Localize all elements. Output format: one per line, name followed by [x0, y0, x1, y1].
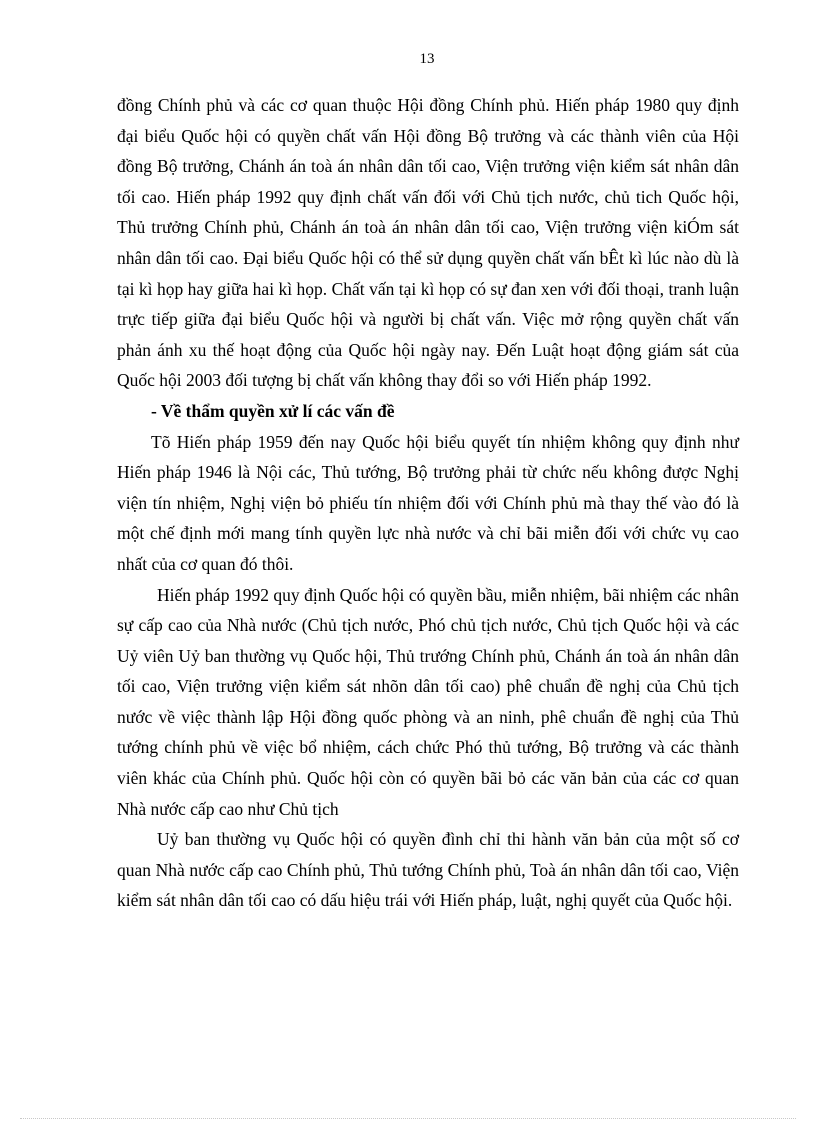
paragraph: Tõ Hiến pháp 1959 đến nay Quốc hội biểu quyết tín nhiệm không quy định như Hiến pháp 1946 là Nội các, Thủ tướng, Bộ trưởng phải từ chức nếu không được Nghị viện tín nhiệm, Nghị viện bỏ phiếu tín nhiệm đối với Chính phủ mà thay thế vào đó là một chế định mới mang tính quyền lực nhà nước và chỉ bãi miễn đối với chức vụ cao nhất của cơ quan đó thôi. — [117, 431, 739, 574]
page-number: 13 — [419, 51, 435, 67]
page-bottom-border — [20, 1118, 796, 1119]
paragraph-continuation: đồng Chính phủ và các cơ quan thuộc Hội đồng Chính phủ. Hiến pháp 1980 quy định đại biểu Quốc hội có quyền chất vấn Hội đồng Bộ trưởng và các thành viên của Hội đồng Bộ trưởng, Chánh án toà án nhân dân tối cao, Viện trưởng viện kiểm sát nhân dân tối cao. Hiến pháp 1992 quy định chất vấn đối với Chủ tịch nước, chủ tich Quốc hội, Thủ trưởng Chính phủ, Chánh án toà án nhân dân tối cao, Viện trưởng viện kiÓm sát nhân dân tối cao. Đại biểu Quốc hội có thể sử dụng quyền chất vấn bÊt kì lúc nào dù là tại kì họp hay giữa hai kì họp. Chất vấn tại kì họp có sự đan xen với đối thoại, tranh luận trực tiếp giữa đại biểu Quốc hội và người bị chất vấn. Việc mở rộng quyền chất vấn phản ánh xu thế hoạt động của Quốc hội ngày nay. Đến Luật hoạt động giám sát của Quốc hội 2003 đối tượng bị chất vấn không thay đổi so với Hiến pháp 1992. — [117, 95, 739, 391]
document-body — [117, 90, 739, 916]
section-heading: - Về thẩm quyền xử lí các vấn đề — [151, 400, 395, 421]
paragraph: Hiến pháp 1992 quy định Quốc hội có quyền bầu, miễn nhiệm, bãi nhiệm các nhân sự cấp cao của Nhà nước (Chủ tịch nước, Phó chủ tịch nước, Chủ tịch Quốc hội và các Uỷ viên Uỷ ban thường vụ Quốc hội, Thủ trướng Chính phủ, Chánh án toà án nhân dân tối cao, Viện trưởng viện kiểm sát nhõn dân tối cao) phê chuẩn đề nghị của Chủ tịch nước về việc thành lập Hội đồng quốc phòng và an ninh, phê chuẩn đề nghị của Thủ tướng chính phủ về việc bổ nhiệm, cách chức Phó thủ tướng, Bộ trưởng và các thành viên khác của Chính phủ. Quốc hội còn có quyền bãi bỏ các văn bản của các cơ quan Nhà nước cấp cao như Chủ tịch — [117, 584, 739, 819]
paragraph: Uỷ ban thường vụ Quốc hội có quyền đình chỉ thi hành văn bản của một số cơ quan Nhà nước cấp cao Chính phủ, Thủ tướng Chính phủ, Toà án nhân dân tối cao, Viện kiểm sát nhân dân tối cao có dấu hiệu trái với Hiến pháp, luật, nghị quyết của Quốc hội. — [117, 829, 739, 911]
